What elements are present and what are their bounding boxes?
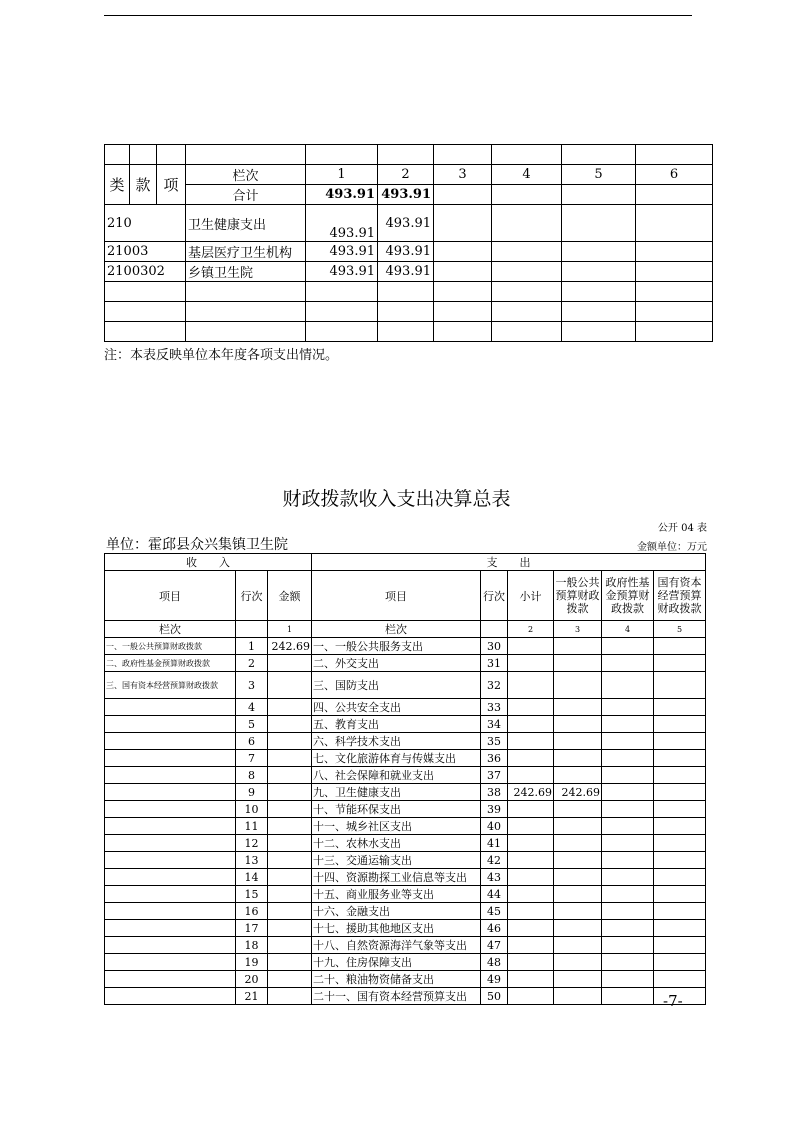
row-value: 493.91	[378, 262, 434, 282]
col-item: 项目	[105, 571, 236, 621]
table-row	[105, 784, 706, 801]
row-name: 基层医疗卫生机构	[186, 242, 306, 262]
general-budget-value	[554, 869, 602, 886]
income-item	[105, 920, 236, 937]
expense-line-number: 32	[481, 672, 508, 699]
col-state-capital-budget: 国有资本经营预算财政拨款	[654, 571, 706, 621]
line-number: 20	[236, 971, 268, 988]
table-row	[105, 672, 706, 699]
subtotal-value	[508, 716, 554, 733]
income-item	[105, 733, 236, 750]
subtotal-value	[508, 699, 554, 716]
lanci-col: 2	[508, 621, 554, 638]
expense-line-number: 41	[481, 835, 508, 852]
expense-item: 二十一、国有资本经营预算支出	[312, 988, 481, 1005]
line-number: 16	[236, 903, 268, 920]
expense-detail-table	[104, 144, 713, 342]
expense-line-number: 30	[481, 638, 508, 655]
table-row	[105, 886, 706, 903]
line-number: 19	[236, 954, 268, 971]
row-value: 493.91	[306, 205, 378, 242]
lanci-label: 栏次	[312, 621, 481, 638]
line-number: 7	[236, 750, 268, 767]
total-value: 493.91	[306, 185, 378, 205]
lanci-col: 3	[554, 621, 602, 638]
income-item	[105, 869, 236, 886]
table-row	[105, 750, 706, 767]
general-budget-value: 242.69	[554, 784, 602, 801]
table-row	[105, 716, 706, 733]
table-row	[105, 699, 706, 716]
expense-item: 七、文化旅游体育与传媒支出	[312, 750, 481, 767]
income-item	[105, 801, 236, 818]
income-item	[105, 716, 236, 733]
row-value: 493.91	[306, 242, 378, 262]
lanci-col: 6	[636, 165, 713, 185]
table-row	[105, 733, 706, 750]
income-amount	[268, 954, 312, 971]
income-item	[105, 818, 236, 835]
expense-line-number: 50	[481, 988, 508, 1005]
general-budget-value	[554, 886, 602, 903]
expense-item: 九、卫生健康支出	[312, 784, 481, 801]
income-amount	[268, 920, 312, 937]
table-row	[105, 971, 706, 988]
income-amount	[268, 886, 312, 903]
table-row	[105, 767, 706, 784]
expense-line-number: 42	[481, 852, 508, 869]
total-value: 493.91	[378, 185, 434, 205]
table-row	[105, 282, 713, 302]
subtotal-value: 242.69	[508, 784, 554, 801]
income-item	[105, 988, 236, 1005]
table-row	[105, 852, 706, 869]
expense-item: 五、教育支出	[312, 716, 481, 733]
line-number: 3	[236, 672, 268, 699]
line-number: 8	[236, 767, 268, 784]
col-exp-line: 行次	[481, 571, 508, 621]
table-row	[105, 903, 706, 920]
income-amount	[268, 699, 312, 716]
table-row	[105, 638, 706, 655]
line-number: 15	[236, 886, 268, 903]
row-name: 卫生健康支出	[186, 205, 306, 242]
line-number: 4	[236, 699, 268, 716]
subtotal-value	[508, 869, 554, 886]
expense-line-number: 49	[481, 971, 508, 988]
line-number: 11	[236, 818, 268, 835]
col-lei: 类	[105, 165, 130, 205]
line-number: 12	[236, 835, 268, 852]
income-item: 一、一般公共预算财政拨款	[105, 638, 236, 655]
lanci-col: 1	[306, 165, 378, 185]
row-code: 2100302	[105, 262, 186, 282]
income-amount	[268, 733, 312, 750]
expense-item: 十六、金融支出	[312, 903, 481, 920]
table-row	[105, 988, 706, 1005]
income-item	[105, 937, 236, 954]
subtotal-value	[508, 638, 554, 655]
income-header: 收 入	[105, 554, 312, 571]
general-budget-value	[554, 988, 602, 1005]
line-number: 9	[236, 784, 268, 801]
lanci-label: 栏次	[186, 165, 306, 185]
total-label: 合计	[186, 185, 306, 205]
row-name: 乡镇卫生院	[186, 262, 306, 282]
expense-item: 二十、粮油物资储备支出	[312, 971, 481, 988]
income-amount	[268, 869, 312, 886]
expense-line-number: 43	[481, 869, 508, 886]
table-row	[105, 835, 706, 852]
expense-item: 十、节能环保支出	[312, 801, 481, 818]
table-row	[105, 954, 706, 971]
row-value: 493.91	[378, 205, 434, 242]
lanci-col: 3	[434, 165, 492, 185]
income-amount	[268, 852, 312, 869]
income-amount	[268, 818, 312, 835]
expense-item: 六、科学技术支出	[312, 733, 481, 750]
expense-header: 支 出	[312, 554, 706, 571]
subtotal-value	[508, 886, 554, 903]
income-amount	[268, 672, 312, 699]
general-budget-value	[554, 903, 602, 920]
lanci-label: 栏次	[105, 621, 236, 638]
income-item	[105, 971, 236, 988]
table-row	[105, 322, 713, 342]
expense-line-number: 44	[481, 886, 508, 903]
line-number: 2	[236, 655, 268, 672]
subtotal-value	[508, 801, 554, 818]
expense-item: 一、一般公共服务支出	[312, 638, 481, 655]
income-amount	[268, 903, 312, 920]
subtotal-value	[508, 852, 554, 869]
expense-item: 十四、资源勘探工业信息等支出	[312, 869, 481, 886]
expense-line-number: 33	[481, 699, 508, 716]
expense-item: 十五、商业服务业等支出	[312, 886, 481, 903]
col-fund-budget: 政府性基金预算财政拨款	[602, 571, 654, 621]
expense-line-number: 31	[481, 655, 508, 672]
expense-item: 十八、自然资源海洋气象等支出	[312, 937, 481, 954]
income-amount	[268, 716, 312, 733]
lanci-col: 1	[268, 621, 312, 638]
subtotal-value	[508, 750, 554, 767]
expense-item: 二、外交支出	[312, 655, 481, 672]
general-budget-value	[554, 801, 602, 818]
income-amount	[268, 971, 312, 988]
table-row	[105, 920, 706, 937]
income-item	[105, 699, 236, 716]
expense-line-number: 38	[481, 784, 508, 801]
table-row	[105, 302, 713, 322]
income-item	[105, 767, 236, 784]
income-amount	[268, 801, 312, 818]
line-number: 21	[236, 988, 268, 1005]
money-unit: 金额单位：万元	[637, 542, 707, 553]
line-number: 14	[236, 869, 268, 886]
expense-item: 十三、交通运输支出	[312, 852, 481, 869]
income-item: 二、政府性基金预算财政拨款	[105, 655, 236, 672]
expense-line-number: 46	[481, 920, 508, 937]
line-number: 1	[236, 638, 268, 655]
expense-line-number: 48	[481, 954, 508, 971]
col-line: 行次	[236, 571, 268, 621]
general-budget-value	[554, 971, 602, 988]
table-row	[105, 818, 706, 835]
lanci-col: 2	[378, 165, 434, 185]
expense-line-number: 47	[481, 937, 508, 954]
expense-line-number: 36	[481, 750, 508, 767]
line-number: 13	[236, 852, 268, 869]
page-number: -7-	[663, 992, 683, 1010]
line-number: 17	[236, 920, 268, 937]
subtotal-value	[508, 835, 554, 852]
lanci-col: 5	[562, 165, 636, 185]
col-exp-item: 项目	[312, 571, 481, 621]
col-kuan: 款	[130, 165, 157, 205]
subtotal-value	[508, 920, 554, 937]
expense-item: 八、社会保障和就业支出	[312, 767, 481, 784]
income-item	[105, 903, 236, 920]
col-xiang: 项	[157, 165, 186, 205]
form-number: 公开 04 表	[657, 523, 707, 534]
line-number: 6	[236, 733, 268, 750]
row-code: 21003	[105, 242, 186, 262]
row-code: 210	[105, 205, 186, 242]
income-amount	[268, 655, 312, 672]
table-row	[105, 655, 706, 672]
general-budget-value	[554, 852, 602, 869]
col-general-budget: 一般公共预算财政拨款	[554, 571, 602, 621]
general-budget-value	[554, 716, 602, 733]
expense-line-number: 40	[481, 818, 508, 835]
row-value: 493.91	[306, 262, 378, 282]
expense-item: 十一、城乡社区支出	[312, 818, 481, 835]
line-number: 10	[236, 801, 268, 818]
subtotal-value	[508, 767, 554, 784]
income-item	[105, 784, 236, 801]
income-item	[105, 954, 236, 971]
general-budget-value	[554, 672, 602, 699]
lanci-col: 5	[654, 621, 706, 638]
general-budget-value	[554, 733, 602, 750]
table-note: 注：本表反映单位本年度各项支出情况。	[104, 348, 339, 363]
income-amount	[268, 988, 312, 1005]
line-number: 18	[236, 937, 268, 954]
general-budget-value	[554, 937, 602, 954]
expense-line-number: 39	[481, 801, 508, 818]
expense-item: 三、国防支出	[312, 672, 481, 699]
col-subtotal: 小计	[508, 571, 554, 621]
income-item: 三、国有资本经营预算财政拨款	[105, 672, 236, 699]
general-budget-value	[554, 920, 602, 937]
income-item	[105, 886, 236, 903]
general-budget-value	[554, 750, 602, 767]
col-amount: 金额	[268, 571, 312, 621]
expense-item: 十七、援助其他地区支出	[312, 920, 481, 937]
expense-item: 十二、农林水支出	[312, 835, 481, 852]
subtotal-value	[508, 954, 554, 971]
general-budget-value	[554, 655, 602, 672]
table-row	[105, 242, 713, 262]
expense-line-number: 45	[481, 903, 508, 920]
line-number: 5	[236, 716, 268, 733]
subtotal-value	[508, 818, 554, 835]
general-budget-value	[554, 954, 602, 971]
income-amount	[268, 937, 312, 954]
table-row	[105, 869, 706, 886]
subtotal-value	[508, 937, 554, 954]
table-row	[105, 262, 713, 282]
expense-item: 十九、住房保障支出	[312, 954, 481, 971]
table-row	[105, 801, 706, 818]
lanci-col: 4	[602, 621, 654, 638]
unit-label: 单位：霍邱县众兴集镇卫生院	[106, 537, 288, 553]
table-row	[105, 205, 713, 242]
expense-line-number: 34	[481, 716, 508, 733]
subtotal-value	[508, 903, 554, 920]
subtotal-value	[508, 733, 554, 750]
fiscal-summary-table	[104, 553, 706, 1005]
subtotal-value	[508, 655, 554, 672]
general-budget-value	[554, 767, 602, 784]
income-item	[105, 750, 236, 767]
expense-line-number: 35	[481, 733, 508, 750]
general-budget-value	[554, 638, 602, 655]
subtotal-value	[508, 988, 554, 1005]
table-row	[105, 937, 706, 954]
expense-item: 四、公共安全支出	[312, 699, 481, 716]
income-amount	[268, 784, 312, 801]
general-budget-value	[554, 699, 602, 716]
income-amount: 242.69	[268, 638, 312, 655]
expense-line-number: 37	[481, 767, 508, 784]
lanci-col: 4	[492, 165, 562, 185]
header-rule	[104, 15, 692, 16]
page-title: 财政拨款收入支出决算总表	[282, 488, 511, 510]
subtotal-value	[508, 971, 554, 988]
income-amount	[268, 750, 312, 767]
income-amount	[268, 835, 312, 852]
income-item	[105, 835, 236, 852]
row-value: 493.91	[378, 242, 434, 262]
subtotal-value	[508, 672, 554, 699]
income-amount	[268, 767, 312, 784]
income-item	[105, 852, 236, 869]
general-budget-value	[554, 835, 602, 852]
general-budget-value	[554, 818, 602, 835]
